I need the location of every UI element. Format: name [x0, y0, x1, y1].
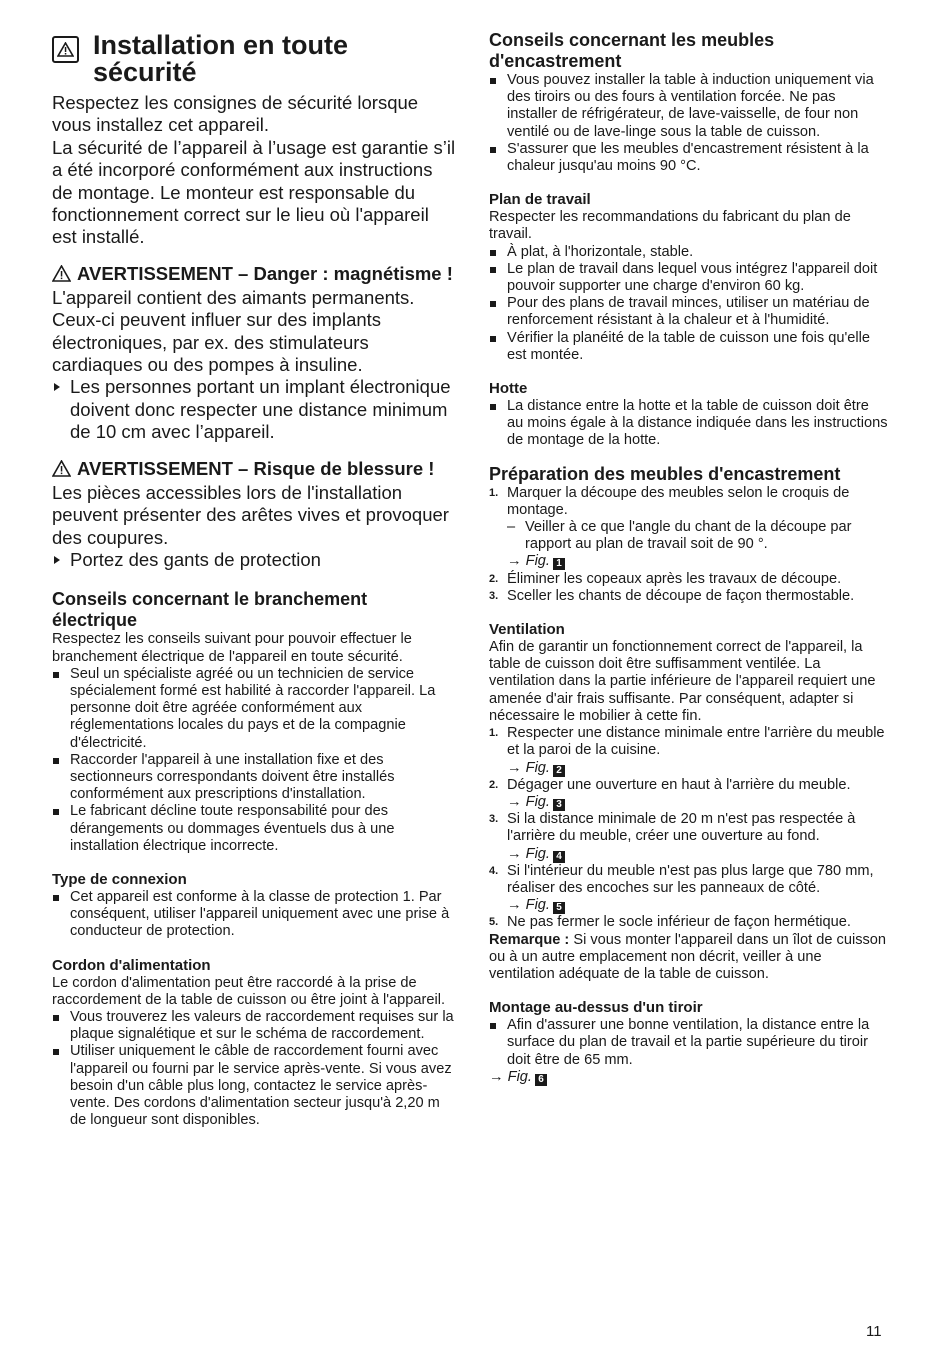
step-number: 5. [489, 916, 499, 929]
figure-reference: → Fig. 4 [507, 846, 889, 863]
left-column [52, 26, 456, 1129]
list-item: Cet appareil est conforme à la classe de protection 1. Par conséquent, utiliser l'appareil uniquement avec une prise à conducteur de protection. [52, 889, 456, 941]
list-item: Pour des plans de travail minces, utiliser un matériau de renforcement résistant à la chaleur et à l'humidité. [489, 295, 889, 329]
step-number: 2. [489, 778, 499, 791]
section-heading: Préparation des meubles d'encastrement [489, 463, 841, 484]
list-item: Le plan de travail dans lequel vous intégrez l'appareil doit pouvoir supporter une charge d'environ 60 kg. [489, 261, 889, 295]
bullet-list [52, 889, 456, 941]
list-item: 3. Sceller les chants de découpe de façon thermostable. [489, 587, 855, 604]
sub-step: – Veiller à ce que l'angle du chant de la découpe par rapport au plan de travail soit de 90 °. [507, 519, 852, 553]
list-item: 5. Ne pas fermer le socle inférieur de façon hermétique. [489, 914, 851, 931]
section-intro: Respecter les recommandations du fabricant du plan de travail. [489, 209, 851, 243]
warning-triangle-icon [52, 460, 71, 482]
figure-number-badge: 5 [553, 902, 565, 914]
list-item: Vous pouvez installer la table à induction uniquement via des tiroirs ou des fours à ventilation forcée. Ne pas installer de réfrigérateur, de lave-vaisselle, de four non ventilé ou de lave-linge sous la table de cuisson. [489, 72, 889, 141]
list-item: 2. Dégager une ouverture en haut à l'arrière du meuble. → Fig. 3 [489, 777, 889, 811]
bullet-list [52, 1009, 456, 1129]
subsection-heading: Hotte [489, 380, 528, 398]
list-item: S'assurer que les meubles d'encastrement résistent à la chaleur jusqu'au moins 90 °C. [489, 141, 889, 175]
numbered-list [489, 725, 889, 931]
list-item: 3. Si la distance minimale de 20 m n'est pas respectée à l'arrière du meuble, créer une ouverture au fond. → Fig. 4 [489, 811, 889, 863]
warning-action: Portez des gants de protection [52, 549, 456, 571]
page-title: Installation en toute sécurité [93, 30, 349, 87]
list-item: Le fabricant décline toute responsabilité pour des dérangements ou dommages éventuels dus à une installation électrique incorrecte. [52, 803, 456, 855]
list-item: 2. Éliminer les copeaux après les travaux de découpe. [489, 570, 842, 587]
step-number: 4. [489, 864, 499, 877]
bullet-list [489, 244, 889, 364]
bullet-list [489, 398, 889, 450]
list-item: Raccorder l'appareil à une installation fixe et des sectionneurs correspondants doivent être installés conformément aux prescriptions d'installation. [52, 752, 456, 804]
list-item: Seul un spécialiste agréé ou un technicien de service spécialement formé est habilité à raccorder l'appareil. La personne doit être agréée conformément aux réglementations locales du pays et de la compagnie d'électricité. [52, 666, 456, 752]
list-item: 1. Respecter une distance minimale entre l'arrière du meuble et la paroi de la cuisine. → Fig. 2 [489, 725, 889, 777]
remark-label: Remarque : [489, 931, 570, 948]
warning-body: Les pièces accessibles lors de l'installation peuvent présenter des arêtes vives et provoquer des coupures. [52, 481, 449, 548]
figure-reference: → Fig. 1 [507, 553, 889, 570]
bullet-list [489, 72, 889, 175]
step-number: 1. [489, 727, 499, 740]
list-item: Utiliser uniquement le câble de raccordement fourni avec l'appareil ou fourni par le service après-vente. Si vous avez besoin d'un câble plus long, contactez le service après-vente. Des cordons d'alimentation secteur jusqu'à 2,20 m de longueur sont disponibles. [52, 1043, 456, 1129]
figure-number-badge: 1 [553, 558, 565, 570]
figure-reference: → Fig. 2 [507, 760, 889, 777]
numbered-list [489, 485, 889, 605]
figure-reference: → Fig. 5 [507, 897, 889, 914]
list-item: Vous trouverez les valeurs de raccordement requises sur la plaque signalétique et sur le schéma de raccordement. [52, 1009, 456, 1043]
warning-triangle-icon [52, 265, 71, 287]
bullet-list [489, 1017, 889, 1069]
subsection-heading: Type de connexion [52, 870, 187, 888]
section-heading: Conseils concernant le branchement électrique [52, 589, 368, 631]
warning-heading: AVERTISSEMENT – Danger : magnétisme ! [52, 263, 456, 287]
step-number: 1. [489, 486, 499, 499]
figure-reference: → Fig. 3 [507, 794, 889, 811]
section-intro: Afin de garantir un fonctionnement correct de l'appareil, la table de cuisson doit être suffisamment ventilée. La ventilation dans la partie inférieure de l'appareil requiert une amenée d'air frais suffisante. Par conséquent, adapter si nécessaire le mobilier à cette fin. [489, 639, 876, 724]
section-intro: Respectez les conseils suivant pour pouvoir effectuer le branchement électrique de l'appareil en toute sécurité. [52, 631, 412, 665]
subsection-heading: Plan de travail [489, 191, 591, 209]
bullet-list [52, 666, 456, 855]
figure-number-badge: 6 [535, 1074, 547, 1086]
intro-paragraph: La sécurité de l’appareil à l’usage est garantie s’il a été incorporé conformément aux instructions de montage. Le monteur est responsable du fonctionnement correct sur le lieu où l'appareil est installé. [52, 136, 456, 248]
warning-heading: AVERTISSEMENT – Risque de blessure ! [52, 458, 456, 482]
step-number: 2. [489, 572, 499, 585]
step-number: 3. [489, 589, 499, 602]
list-item: Afin d'assurer une bonne ventilation, la distance entre la surface du plan de travail et la partie supérieure du tiroir doit être de 65 mm. [489, 1017, 889, 1069]
right-column [489, 26, 889, 1086]
figure-number-badge: 4 [553, 851, 565, 863]
subsection-heading: Cordon d'alimentation [52, 956, 211, 974]
warning-body: L'appareil contient des aimants permanents. Ceux-ci peuvent influer sur des implants électroniques, par ex. des stimulateurs cardiaques ou des pompes à insuline. [52, 286, 415, 376]
section-title-row [52, 32, 456, 86]
warning-triangle-icon [52, 36, 79, 63]
list-item: À plat, à l'horizontale, stable. [489, 244, 889, 261]
list-item: Vérifier la planéité de la table de cuisson une fois qu'elle est montée. [489, 330, 889, 364]
list-item: 4. Si l'intérieur du meuble n'est pas plus large que 780 mm, réaliser des encoches sur les panneaux de côté. → Fig. 5 [489, 863, 889, 915]
subsection-heading: Ventilation [489, 621, 565, 639]
section-intro: Le cordon d'alimentation peut être raccordé à la prise de raccordement de la table de cuisson ou être joint à l'appareil. [52, 974, 445, 1008]
subsection-heading: Montage au-dessus d'un tiroir [489, 999, 703, 1017]
figure-number-badge: 3 [553, 799, 565, 811]
list-item: La distance entre la hotte et la table de cuisson doit être au moins égale à la distance indiquée dans les instructions de montage de la hotte. [489, 398, 889, 450]
remark-paragraph: Remarque : Si vous monter l'appareil dans un îlot de cuisson ou à un autre emplacement non décrit, veiller à une ventilation adéquate de la table de cuisson. [489, 931, 887, 982]
step-number: 3. [489, 813, 499, 826]
figure-reference: → Fig. 6 [489, 1069, 889, 1086]
intro-paragraph: Respectez les consignes de sécurité lorsque vous installez cet appareil. [52, 92, 419, 136]
warning-action: Les personnes portant un implant électronique doivent donc respecter une distance minimum de 10 cm avec l’appareil. [52, 376, 456, 443]
page-number: 11 [866, 1323, 882, 1340]
section-heading: Conseils concernant les meubles d'encastrement [489, 30, 775, 71]
list-item: 1. Marquer la découpe des meubles selon le croquis de montage. – Veiller à ce que l'angle du chant de la découpe par rapport au plan de travail soit de 90 °. → Fig. 1 [489, 485, 889, 571]
figure-number-badge: 2 [553, 765, 565, 777]
